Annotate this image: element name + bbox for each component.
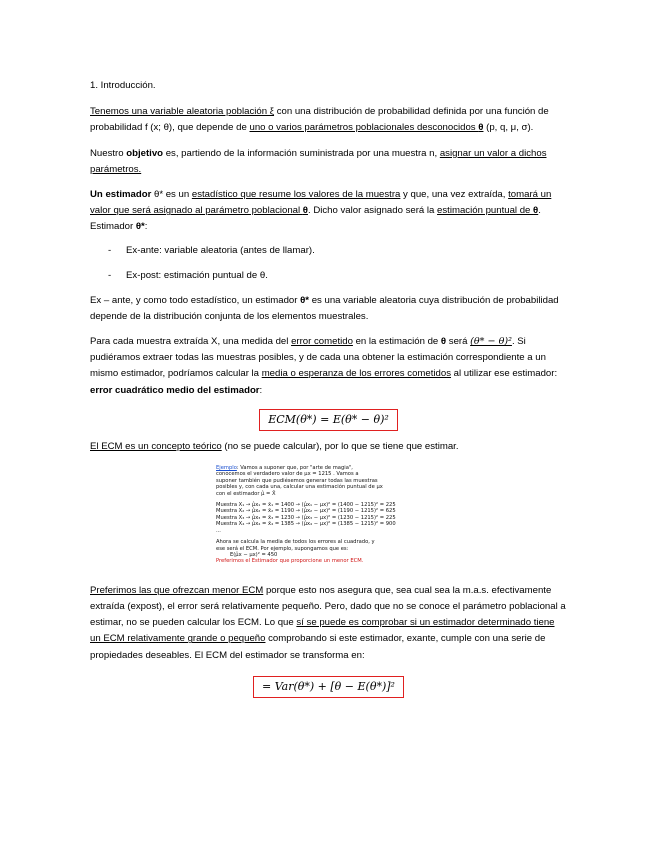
bullet-item: - Ex-ante: variable aleatoria (antes de llamar). <box>108 244 315 256</box>
section-heading: 1. Introducción. <box>90 80 156 91</box>
paragraph-prefer-lower-ecm: Preferimos las que ofrezcan menor ECM porque esto nos asegura que, sea cual sea la m.a.s. efectivamente extraída (expost), el error será relativamente pequeño. Pero, dado que no se conoce el parámetro poblacional a estimar, no se pueden calcular los ECM. Lo que sí se puede es comprobar si un estimador determinado tiene un ECM relativamente grande o pequeño comprobando si este estimador, exante, cumple con una serie de propiedades deseables. El ECM del estimador se transforma en: <box>90 584 566 661</box>
paragraph-error: Para cada muestra extraída X, una medida del error cometido en la estimación de θ será (θ* − θ)². Si pudiéramos extraer todas las muestras posibles, y de cada una obtener la estimación correspondiente a un mismo estimador, podríamos calcular la media o esperanza de los errores cometidos al utilizar ese estimador: error cuadrático medio del estimador: <box>90 336 558 396</box>
estimator-bullet-list <box>90 243 567 284</box>
variance-formula-container <box>90 676 567 698</box>
example-conclusion: Preferimos el Estimador que proporcione un menor ECM. <box>216 558 364 565</box>
example-row: ... <box>216 527 221 534</box>
example-row: Muestra X₄ → μ̂x₄ = x̄₄ = 1385 → (μ̂x₄ − μx)² = (1385 − 1215)² = 900 <box>216 521 396 528</box>
paragraph-estimator-definition: Un estimador θ* es un estadístico que resume los valores de la muestra y que, una vez extraída, tomará un valor que será asignado al parámetro poblacional θ. Dicho valor asignado será la estimación puntual de θ. Estimador θ*: <box>90 189 552 233</box>
example-row: Muestra X₃ → μ̂x₃ = x̄₃ = 1230 → (μ̂x₃ − μx)² = (1230 − 1215)² = 225 <box>216 514 396 521</box>
example-title: Ejemplo <box>216 465 237 472</box>
paragraph-ex-ante: Ex – ante, y como todo estadístico, un estimador θ* es una variable aleatoria cuya distribución de probabilidad depende de la distribución conjunta de los elementos muestrales. <box>90 294 559 322</box>
example-row: Muestra X₂ → μ̂x₂ = x̄₂ = 1190 → (μ̂x₂ − μx)² = (1190 − 1215)² = 625 <box>216 508 396 515</box>
paragraph-intro-variable: Tenemos una variable aleatoria población ξ con una distribución de probabilidad definida por una función de probabilidad f (x; θ), que depende de uno o varios parámetros poblacionales desconocidos θ (p, q, μ, σ). <box>90 106 549 134</box>
ecm-formula-container <box>90 409 567 431</box>
example-image: Ejemplo: Vamos a suponer que, por "arte de magia", conocemos el verdadero valor de μx = 1215 . Vamos a suponer también que pudiésemos generar todas las muestras posibles y, con cada una, calcular una estimación puntual de μx con el estimador μ̂ = X̄ Muestra X₁ → μ̂x₁ = x̄₁ = 1400 → (μ̂x₁ − μx)² = (1400 − 1215)² = 225 Muestra X₂ → μ̂x₂ = x̄₂ = 1190 → (μ̂x₂ − μx)² = (1190 − 1215)² = 625 Muestra X₃ → μ̂x₃ = x̄₃ = 1230 → (μ̂x₃ − μx)² = (1230 − 1215)² = 225 Muestra X₄ → μ̂x₄ = x̄₄ = 1385 → (μ̂x₄ − μx)² = (1385 − 1215)² = 900 ... Ahora se calcula la media de todos los errores al cuadrado, y ese será el ECM. Por ejemplo, supongamos que es: E(μ̂x − μx)² = 450 Preferimos el Estimador que proporcione un menor ECM. <box>216 465 446 565</box>
ecm-formula: ECM(θ*) = E(θ* − θ)² <box>259 409 398 431</box>
variance-bias-formula: = Var(θ*) + [θ − E(θ*)]² <box>253 676 404 698</box>
paragraph-objective: Nuestro objetivo es, partiendo de la información suministrada por una muestra n, asignar un valor a dichos parámetros. <box>90 147 547 175</box>
bullet-item: - Ex-post: estimación puntual de θ. <box>108 269 268 281</box>
paragraph-ecm-theoretical: El ECM es un concepto teórico (no se puede calcular), por lo que se tiene que estimar. <box>90 440 459 452</box>
example-row: Muestra X₁ → μ̂x₁ = x̄₁ = 1400 → (μ̂x₁ − μx)² = (1400 − 1215)² = 225 <box>216 502 396 509</box>
